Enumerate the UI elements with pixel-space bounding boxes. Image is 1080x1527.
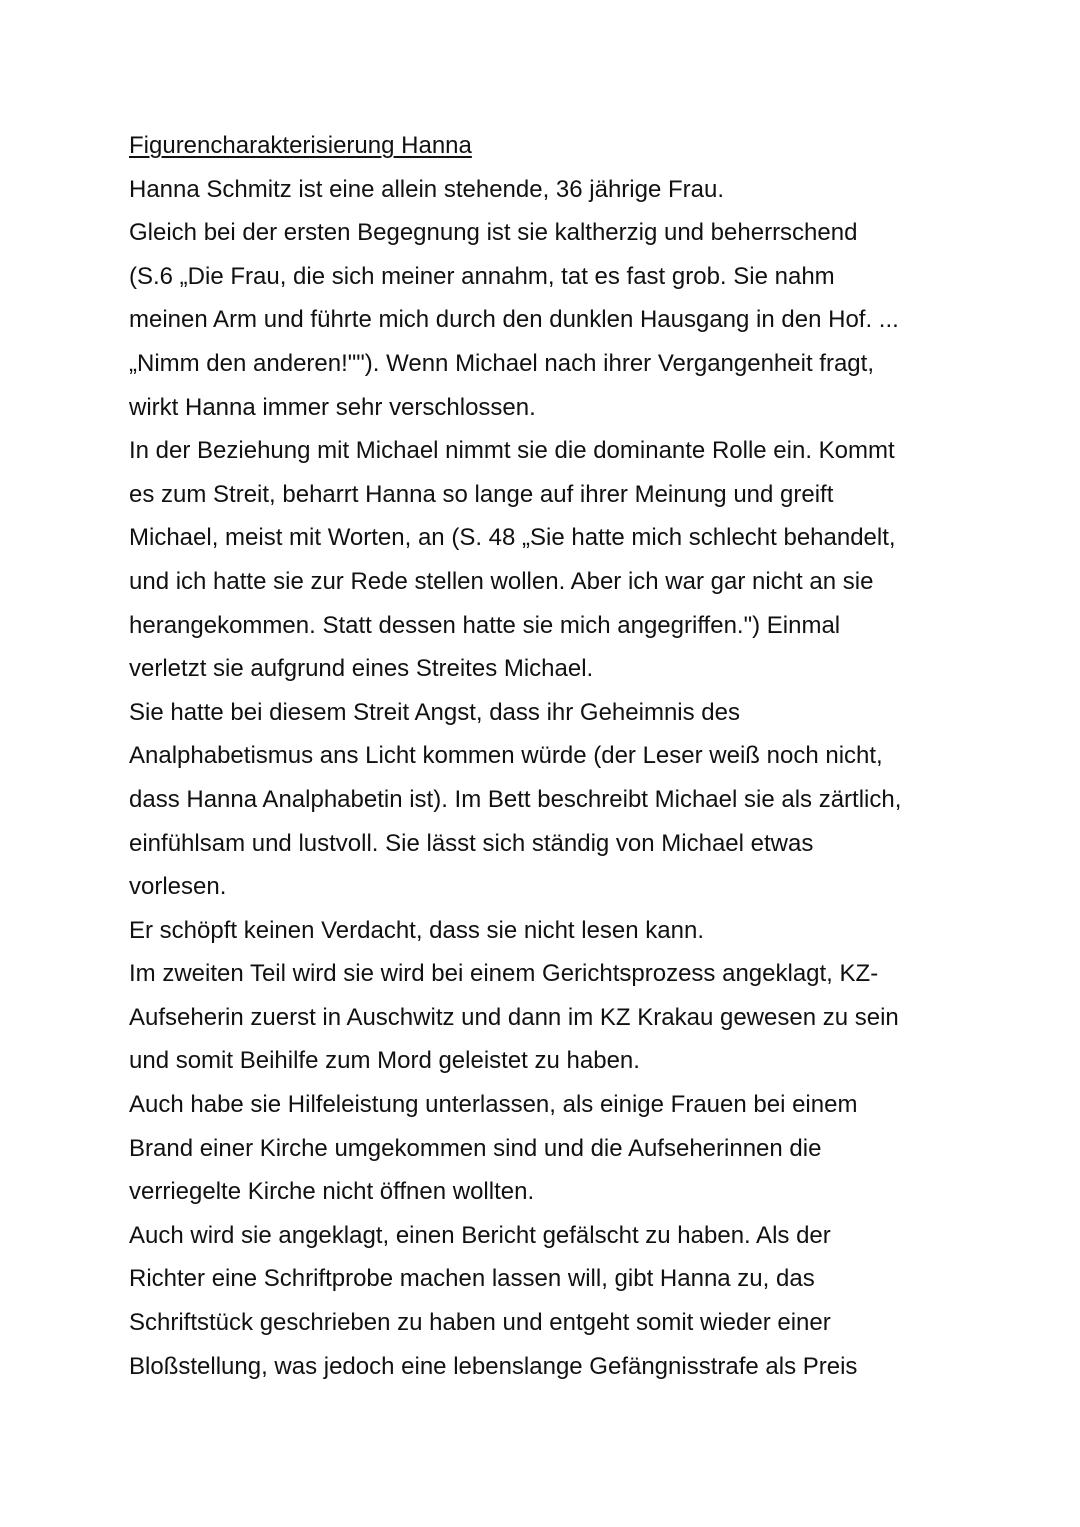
text-line: Richter eine Schriftprobe machen lassen will, gibt Hanna zu, das [129, 1265, 815, 1293]
text-line: meinen Arm und führte mich durch den dunklen Hausgang in den Hof. ... [129, 306, 899, 334]
text-block [129, 124, 1009, 1388]
text-line: verriegelte Kirche nicht öffnen wollten. [129, 1178, 535, 1206]
text-line: Auch habe sie Hilfeleistung unterlassen, als einige Frauen bei einem [129, 1091, 858, 1119]
text-line: Hanna Schmitz ist eine allein stehende, 36 jährige Frau. [129, 175, 725, 203]
text-line: wirkt Hanna immer sehr verschlossen. [129, 393, 536, 421]
text-line: herangekommen. Statt dessen hatte sie mich angegriffen.") Einmal [129, 611, 841, 639]
text-line: Auch wird sie angeklagt, einen Bericht gefälscht zu haben. Als der [129, 1221, 831, 1249]
text-line: Bloßstellung, was jedoch eine lebenslange Gefängnisstrafe als Preis [129, 1352, 858, 1380]
text-line: verletzt sie aufgrund eines Streites Michael. [129, 655, 594, 683]
text-line: einfühlsam und lustvoll. Sie lässt sich ständig von Michael etwas [129, 829, 814, 857]
text-line: „Nimm den anderen!""). Wenn Michael nach ihrer Vergangenheit fragt, [129, 349, 874, 377]
document-title: Figurencharakterisierung Hanna [129, 132, 472, 159]
text-line: vorlesen. [129, 873, 227, 901]
text-line: Schriftstück geschrieben zu haben und entgeht somit wieder einer [129, 1309, 831, 1337]
text-line: Brand einer Kirche umgekommen sind und die Aufseherinnen die [129, 1134, 822, 1162]
text-line: In der Beziehung mit Michael nimmt sie die dominante Rolle ein. Kommt [129, 437, 895, 465]
text-line: dass Hanna Analphabetin ist). Im Bett beschreibt Michael sie als zärtlich, [129, 785, 902, 813]
text-line: und ich hatte sie zur Rede stellen wollen. Aber ich war gar nicht an sie [129, 567, 874, 595]
text-line: Sie hatte bei diesem Streit Angst, dass ihr Geheimnis des [129, 698, 740, 726]
text-line: Im zweiten Teil wird sie wird bei einem Gerichtsprozess angeklagt, KZ- [129, 960, 879, 988]
text-line: Er schöpft keinen Verdacht, dass sie nicht lesen kann. [129, 916, 705, 944]
text-line: Analphabetismus ans Licht kommen würde (der Leser weiß noch nicht, [129, 742, 883, 770]
text-line: (S.6 „Die Frau, die sich meiner annahm, tat es fast grob. Sie nahm [129, 262, 835, 290]
text-line: es zum Streit, beharrt Hanna so lange auf ihrer Meinung und greift [129, 480, 834, 508]
text-line: Gleich bei der ersten Begegnung ist sie kaltherzig und beherrschend [129, 219, 858, 247]
text-line: Aufseherin zuerst in Auschwitz und dann im KZ Krakau gewesen zu sein [129, 1003, 899, 1031]
text-line: und somit Beihilfe zum Mord geleistet zu haben. [129, 1047, 640, 1075]
text-line: Michael, meist mit Worten, an (S. 48 „Sie hatte mich schlecht behandelt, [129, 524, 896, 552]
